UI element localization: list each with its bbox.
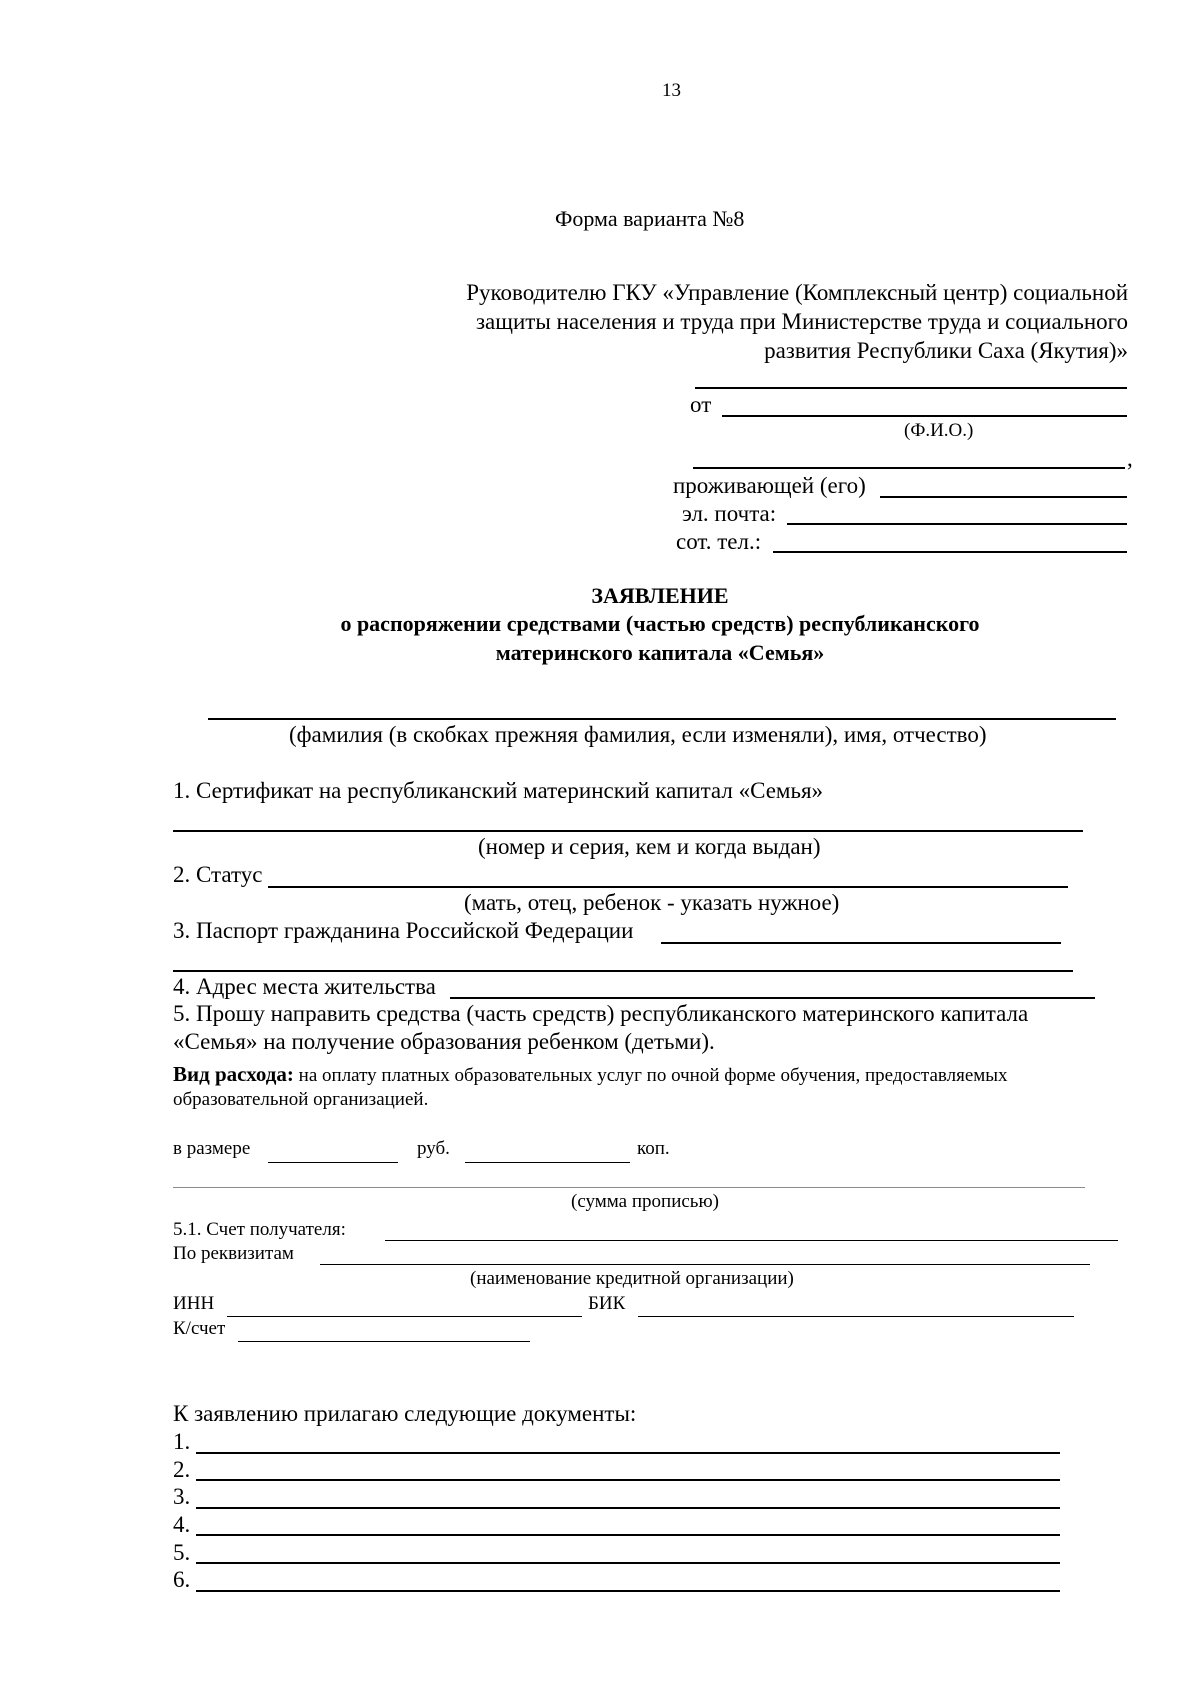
attachment-number: 6.: [173, 1567, 191, 1592]
recipient-account-label: 5.1. Счет получателя:: [173, 1219, 346, 1240]
corr-account-label: К/счет: [173, 1318, 226, 1339]
expense-type-text: на оплату платных образовательных услуг по очной форме обучения, предоставляемых: [293, 1065, 1008, 1086]
request-line: 5. Прошу направить средства (часть средств) республиканского материнского капитала: [173, 1001, 1029, 1026]
requisites-input-line[interactable]: [320, 1264, 1090, 1265]
request-line: «Семья» на получение образования ребенком (детьми).: [173, 1029, 715, 1054]
document-subtitle-line1: о распоряжении средствами (частью средств) республиканского: [340, 611, 980, 636]
amount-words-caption: (сумма прописью): [571, 1191, 719, 1212]
certificate-caption: (номер и серия, кем и когда выдан): [478, 834, 821, 859]
kop-label: коп.: [637, 1138, 670, 1159]
passport-label: 3. Паспорт гражданина Российской Федерации: [173, 918, 634, 943]
requisites-label: По реквизитам: [173, 1243, 294, 1264]
attachment-number: 5.: [173, 1540, 191, 1565]
addressee-line: Руководителю ГКУ «Управление (Комплексный центр) социальной: [466, 280, 1128, 305]
attachment-number: 3.: [173, 1484, 191, 1509]
amount-kop-input-line[interactable]: [465, 1162, 630, 1163]
recipient-account-input-line[interactable]: [385, 1240, 1118, 1241]
passport-input-line[interactable]: [661, 942, 1061, 944]
status-caption: (мать, отец, ребенок - указать нужное): [464, 890, 840, 915]
bik-label: БИК: [588, 1293, 626, 1314]
attachment-input-line[interactable]: [196, 1507, 1060, 1509]
full-name-caption: (фамилия (в скобках прежняя фамилия, если изменяли), имя, отчество): [289, 722, 987, 747]
address-input-line[interactable]: [450, 997, 1095, 999]
status-label: 2. Статус: [173, 862, 263, 887]
attachment-input-line[interactable]: [196, 1452, 1060, 1454]
inn-input-line[interactable]: [227, 1316, 582, 1317]
comma: ,: [1127, 446, 1133, 471]
attachment-input-line[interactable]: [196, 1479, 1060, 1481]
expense-type-line: [173, 1062, 1008, 1087]
attachment-input-line[interactable]: [196, 1534, 1060, 1536]
expense-type-text: образовательной организацией.: [173, 1089, 429, 1110]
passport-extra-line[interactable]: [173, 970, 1073, 972]
attachment-number: 4.: [173, 1512, 191, 1537]
certificate-input-line[interactable]: [173, 830, 1083, 832]
fio-caption: (Ф.И.О.): [904, 420, 974, 441]
inn-label: ИНН: [173, 1293, 215, 1314]
corr-account-input-line[interactable]: [238, 1341, 530, 1342]
attachments-heading: К заявлению прилагаю следующие документы:: [173, 1401, 637, 1426]
page-number: 13: [662, 80, 681, 101]
applicant-extra-line[interactable]: [693, 467, 1125, 469]
from-label: от: [690, 392, 712, 417]
residing-label: проживающей (его): [673, 473, 866, 498]
phone-input-line[interactable]: [773, 551, 1127, 553]
addressee-line: защиты населения и труда при Министерстве труда и социального: [475, 309, 1128, 334]
email-label: эл. почта:: [682, 501, 777, 526]
residing-input-line[interactable]: [880, 496, 1127, 498]
status-input-line[interactable]: [268, 886, 1068, 888]
expense-type-label: Вид расхода:: [173, 1062, 294, 1086]
document-title: ЗАЯВЛЕНИЕ: [591, 583, 729, 608]
bik-input-line[interactable]: [638, 1316, 1074, 1317]
bank-caption: (наименование кредитной организации): [470, 1268, 794, 1289]
amount-rub-input-line[interactable]: [268, 1162, 398, 1163]
rub-label: руб.: [417, 1138, 450, 1159]
certificate-label: 1. Сертификат на республиканский материнский капитал «Семья»: [173, 778, 824, 803]
amount-words-input-line[interactable]: [173, 1187, 1085, 1188]
applicant-blank-line[interactable]: [695, 387, 1127, 389]
form-variant-title: Форма варианта №8: [555, 206, 745, 231]
document-subtitle-line2: материнского капитала «Семья»: [495, 640, 825, 665]
attachment-number: 2.: [173, 1457, 191, 1482]
email-input-line[interactable]: [787, 523, 1127, 525]
fio-input-line[interactable]: [722, 415, 1127, 417]
attachment-input-line[interactable]: [196, 1590, 1060, 1592]
full-name-input-line[interactable]: [208, 718, 1116, 720]
phone-label: сот. тел.:: [676, 529, 762, 554]
amount-label: в размере: [173, 1138, 251, 1159]
address-label: 4. Адрес места жительства: [173, 974, 436, 999]
addressee-line: развития Республики Саха (Якутия)»: [764, 338, 1128, 363]
attachment-input-line[interactable]: [196, 1562, 1060, 1564]
attachment-number: 1.: [173, 1429, 191, 1454]
